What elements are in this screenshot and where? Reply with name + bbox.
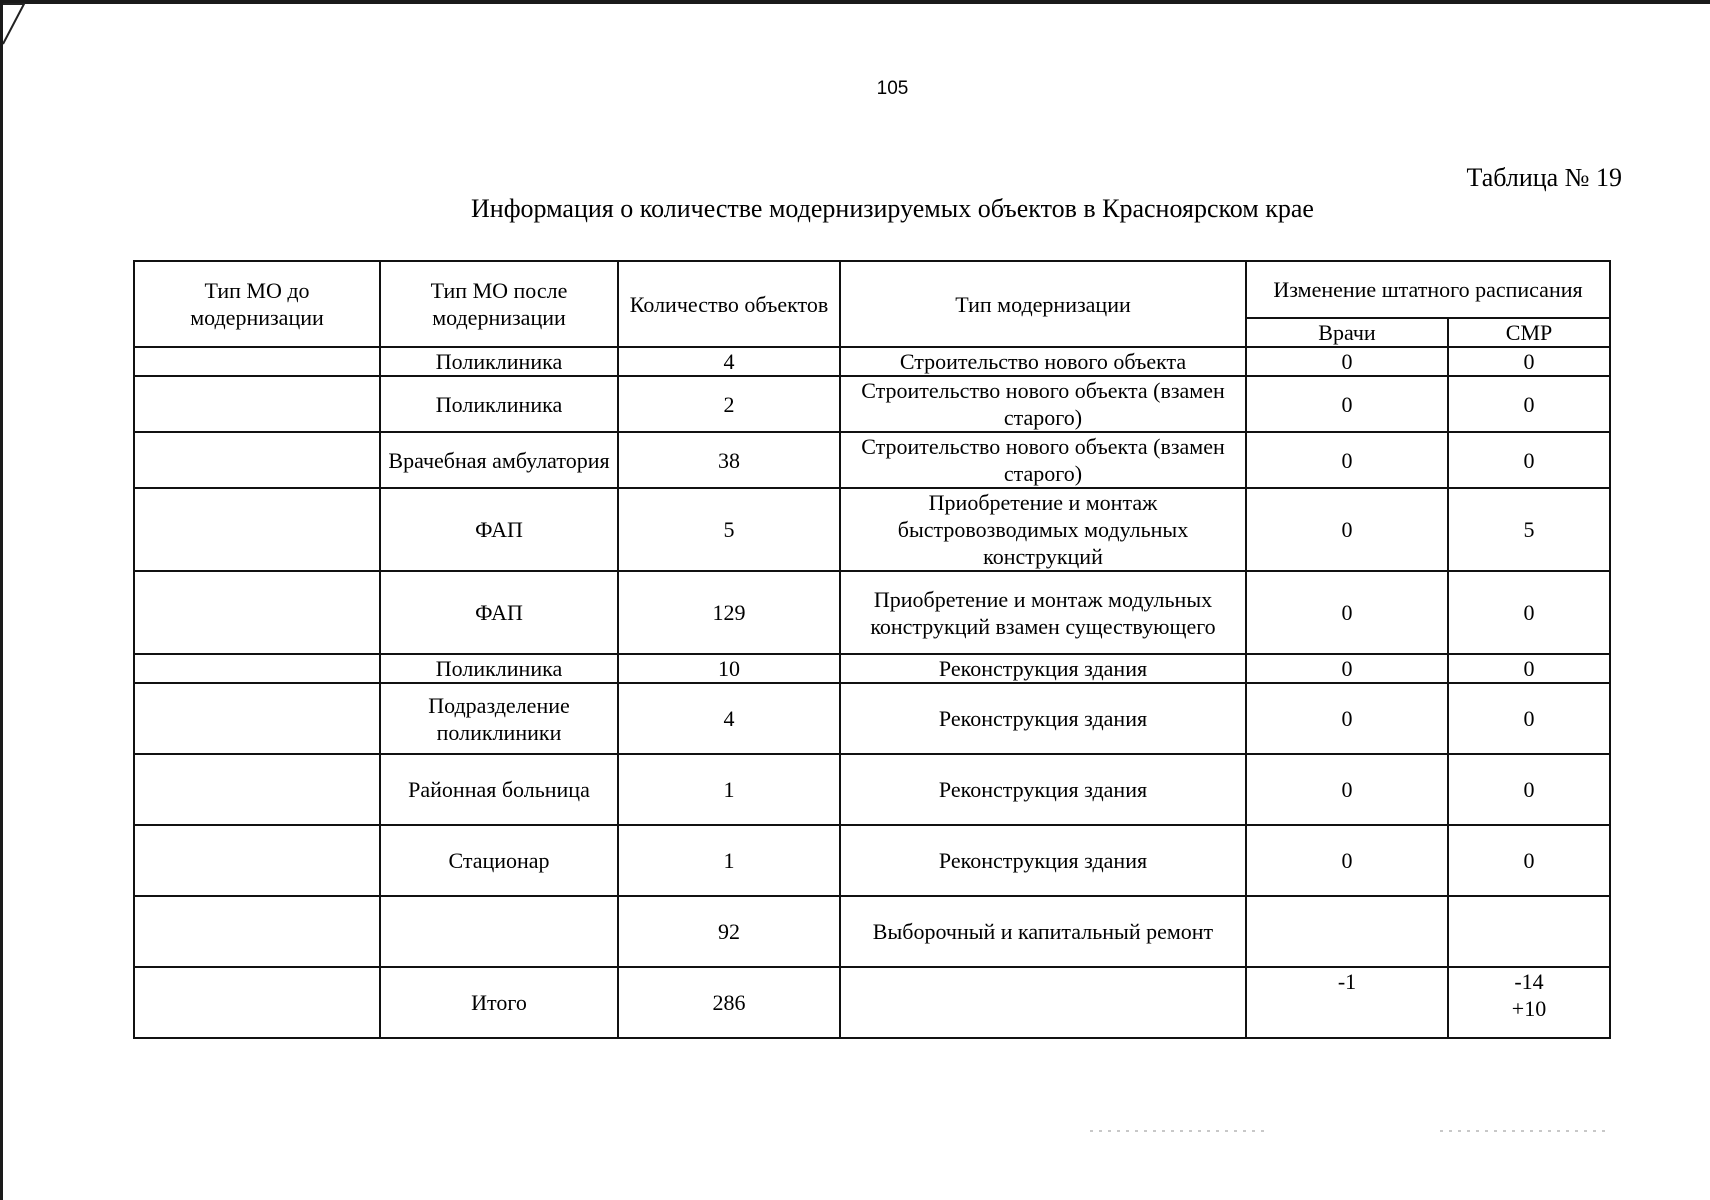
cell-smr (1448, 896, 1610, 967)
cell-count: 4 (618, 347, 840, 376)
cell-type-before (134, 376, 380, 432)
cell-type-after: Врачебная амбулатория (380, 432, 618, 488)
table-row (134, 683, 1610, 754)
cell-type-after: Районная больница (380, 754, 618, 825)
cell-type-before (134, 432, 380, 488)
page-number: 105 (876, 78, 909, 99)
cell-smr: 0 (1448, 571, 1610, 654)
cell-doctors: 0 (1246, 571, 1448, 654)
cell-modernization: Строительство нового объекта (840, 347, 1246, 376)
total-modernization (840, 967, 1246, 1038)
cell-doctors: 0 (1246, 754, 1448, 825)
total-doctors: -1 (1246, 967, 1448, 1038)
cell-doctors: 0 (1246, 654, 1448, 683)
table-row-total (134, 967, 1610, 1038)
cell-type-after: Поликлиника (380, 376, 618, 432)
scan-corner-mark (0, 0, 30, 50)
cell-type-before (134, 347, 380, 376)
table-row (134, 488, 1610, 571)
cell-type-before (134, 967, 380, 1038)
cell-smr: 0 (1448, 754, 1610, 825)
document-title: Информация о количестве модернизируемых объектов в Красноярском крае (471, 194, 1314, 223)
cell-doctors: 0 (1246, 432, 1448, 488)
cell-type-after: Поликлиника (380, 654, 618, 683)
cell-smr: 0 (1448, 432, 1610, 488)
modernization-table (133, 260, 1611, 1039)
cell-type-after: Подразделение поликлиники (380, 683, 618, 754)
cell-smr: 0 (1448, 825, 1610, 896)
cell-type-before (134, 654, 380, 683)
cell-count: 10 (618, 654, 840, 683)
cell-type-before (134, 683, 380, 754)
table-row (134, 571, 1610, 654)
total-label: Итого (380, 967, 618, 1038)
table-row (134, 754, 1610, 825)
cell-count: 1 (618, 754, 840, 825)
header-staffing-change: Изменение штатного расписания (1246, 261, 1610, 318)
cell-count: 2 (618, 376, 840, 432)
cell-modernization: Выборочный и капитальный ремонт (840, 896, 1246, 967)
cell-modernization: Реконструкция здания (840, 683, 1246, 754)
cell-modernization: Реконструкция здания (840, 825, 1246, 896)
scan-border-top (0, 0, 1710, 4)
header-type-after: Тип МО после модернизации (380, 261, 618, 347)
scan-noise (1090, 1130, 1270, 1132)
cell-type-before (134, 754, 380, 825)
cell-count: 1 (618, 825, 840, 896)
cell-type-before (134, 571, 380, 654)
cell-smr: 0 (1448, 376, 1610, 432)
cell-doctors: 0 (1246, 347, 1448, 376)
cell-smr: 0 (1448, 683, 1610, 754)
cell-type-after: Поликлиника (380, 347, 618, 376)
total-count: 286 (618, 967, 840, 1038)
scan-noise (1440, 1130, 1610, 1132)
header-smr: СМР (1448, 318, 1610, 347)
table-row (134, 825, 1610, 896)
cell-modernization: Приобретение и монтаж модульных конструкций взамен существующего (840, 571, 1246, 654)
header-count: Количество объектов (618, 261, 840, 347)
total-smr: -14 +10 (1448, 967, 1610, 1038)
scan-border-left (0, 0, 3, 1200)
table-row (134, 376, 1610, 432)
table-row (134, 896, 1610, 967)
table-row (134, 432, 1610, 488)
cell-doctors: 0 (1246, 488, 1448, 571)
cell-count: 129 (618, 571, 840, 654)
header-doctors: Врачи (1246, 318, 1448, 347)
cell-modernization: Приобретение и монтаж быстровозводимых модульных конструкций (840, 488, 1246, 571)
cell-modernization: Реконструкция здания (840, 754, 1246, 825)
cell-type-after: Стационар (380, 825, 618, 896)
header-type-before: Тип МО до модернизации (134, 261, 380, 347)
cell-count: 38 (618, 432, 840, 488)
cell-count: 92 (618, 896, 840, 967)
cell-modernization: Строительство нового объекта (взамен старого) (840, 376, 1246, 432)
cell-doctors: 0 (1246, 825, 1448, 896)
cell-type-before (134, 488, 380, 571)
cell-smr: 0 (1448, 654, 1610, 683)
table-number: Таблица № 19 (1466, 163, 1622, 192)
table-row (134, 654, 1610, 683)
cell-smr: 5 (1448, 488, 1610, 571)
cell-doctors (1246, 896, 1448, 967)
cell-doctors: 0 (1246, 376, 1448, 432)
cell-count: 4 (618, 683, 840, 754)
cell-type-after (380, 896, 618, 967)
table-row (134, 347, 1610, 376)
cell-type-after: ФАП (380, 488, 618, 571)
cell-type-before (134, 896, 380, 967)
cell-doctors: 0 (1246, 683, 1448, 754)
cell-smr: 0 (1448, 347, 1610, 376)
cell-count: 5 (618, 488, 840, 571)
header-modernization-type: Тип модернизации (840, 261, 1246, 347)
cell-modernization: Реконструкция здания (840, 654, 1246, 683)
cell-type-before (134, 825, 380, 896)
cell-modernization: Строительство нового объекта (взамен старого) (840, 432, 1246, 488)
cell-type-after: ФАП (380, 571, 618, 654)
